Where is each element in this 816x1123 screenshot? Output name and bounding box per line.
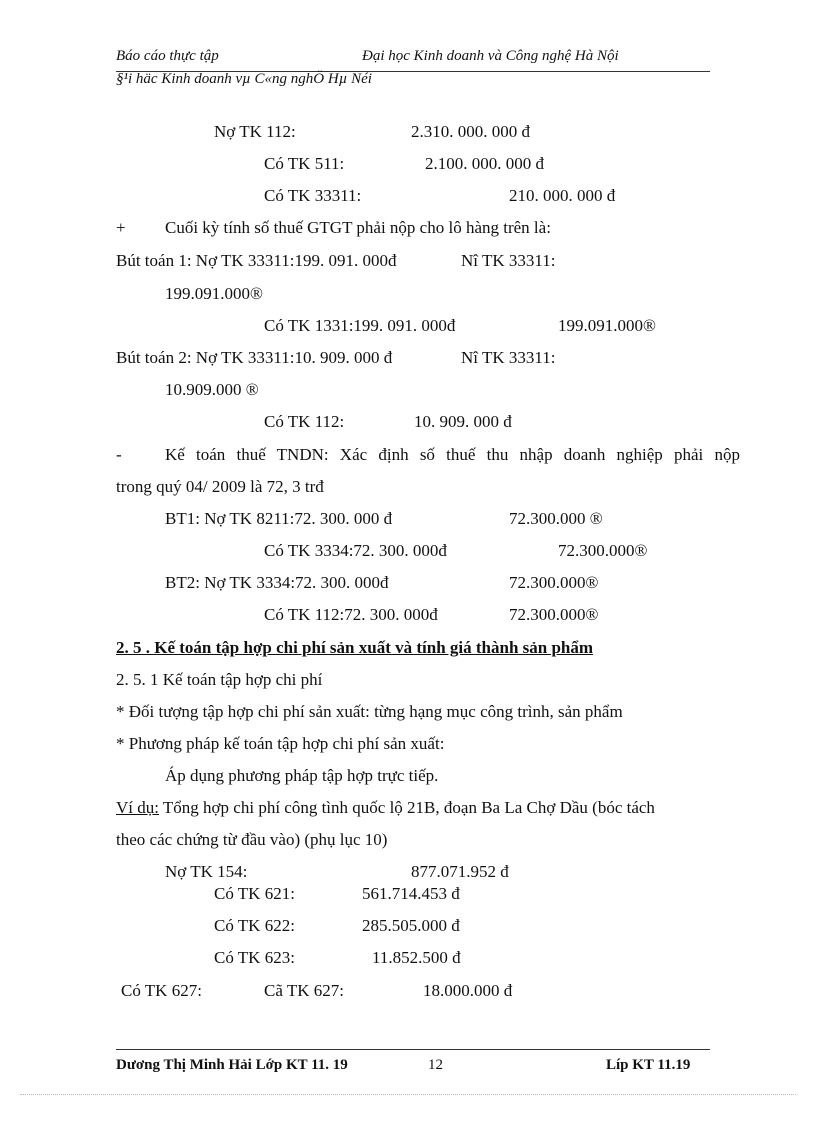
co623-label: Có TK 623: [214, 948, 295, 967]
header-left: Báo cáo thực tập [116, 48, 219, 64]
bt1-label: Bút toán 1: Nợ TK 33311:199. 091. 000đ [116, 251, 397, 270]
section-method: * Phương pháp kế toán tập hợp chi phí sản xuất: [116, 734, 445, 753]
plus-text: Cuối kỳ tính số thuế GTGT phải nộp cho lô hàng trên là: [165, 218, 551, 237]
tndn-bt2-label: BT2: Nợ TK 3334:72. 300. 000đ [165, 573, 389, 592]
bt1-co-label: Có TK 1331:199. 091. 000đ [264, 316, 456, 335]
section-apply: Áp dụng phương pháp tập hợp trực tiếp. [165, 766, 439, 785]
co627-label: Có TK 627: [121, 981, 202, 1000]
bt2-co-value: 10. 909. 000 đ [414, 412, 512, 431]
example-label: Ví dụ: [116, 798, 159, 817]
dash-bullet: - [116, 445, 122, 464]
section-sub: 2. 5. 1 Kế toán tập hợp chi phí [116, 670, 323, 689]
example-text: Tổng hợp chi phí công tình quốc lộ 21B, đoạn Ba La Chợ Dầu (bóc tách [158, 798, 655, 817]
footer-right: Líp KT 11.19 [606, 1057, 691, 1073]
tndn-bt1-label: BT1: Nợ TK 8211:72. 300. 000 đ [165, 509, 393, 528]
co627-garbled: Cã TK 627: [264, 981, 344, 1000]
tndn-bt1-co-label: Có TK 3334:72. 300. 000đ [264, 541, 447, 560]
example-text-2: theo các chứng từ đầu vào) (phụ lục 10) [116, 830, 388, 849]
bt2-amount: 10.909.000 ® [165, 380, 259, 399]
co621-value: 561.714.453 đ [362, 884, 460, 903]
co622-value: 285.505.000 đ [362, 916, 460, 935]
tndn-text-2: trong quý 04/ 2009 là 72, 3 trđ [116, 477, 324, 496]
co33311-label: Có TK 33311: [264, 186, 362, 205]
no112-value: 2.310. 000. 000 đ [411, 122, 530, 141]
tndn-text: Kế toán thuế TNDN: Xác định số thuế thu nhập doanh nghiệp phải nộp [165, 445, 740, 464]
footer-rule [116, 1049, 710, 1050]
page-bottom-divider [20, 1094, 796, 1095]
bt1-amount: 199.091.000® [165, 284, 263, 303]
co33311-value: 210. 000. 000 đ [509, 186, 616, 205]
section-object: * Đối tượng tập hợp chi phí sản xuất: từng hạng mục công trình, sản phẩm [116, 702, 623, 721]
tndn-bt2-co-label: Có TK 112:72. 300. 000đ [264, 605, 438, 624]
no154-value: 877.071.952 đ [411, 862, 509, 881]
co627-value: 18.000.000 đ [423, 981, 513, 1000]
section-heading: 2. 5 . Kế toán tập hợp chi phí sản xuất và tính giá thành sản phẩm [116, 638, 594, 657]
footer-left: Dương Thị Minh Hải Lớp KT 11. 19 [116, 1057, 348, 1073]
co511-label: Có TK 511: [264, 154, 345, 173]
tndn-bt2-co-amount: 72.300.000® [509, 605, 599, 624]
page-number: 12 [428, 1057, 443, 1073]
bt2-co-label: Có TK 112: [264, 412, 345, 431]
co621-label: Có TK 621: [214, 884, 295, 903]
example-paragraph [116, 798, 740, 818]
no112-label: Nợ TK 112: [214, 122, 296, 141]
bt1-co-amount: 199.091.000® [558, 316, 656, 335]
plus-bullet: + [116, 218, 126, 237]
co623-value: 11.852.500 đ [372, 948, 461, 967]
co622-label: Có TK 622: [214, 916, 295, 935]
tndn-bt2-amount: 72.300.000® [509, 573, 599, 592]
header-garbled: §¹i häc Kinh doanh vµ C«ng nghÖ Hµ Néi [116, 71, 372, 87]
no154-label: Nợ TK 154: [165, 862, 248, 881]
tndn-bt1-amount: 72.300.000 ® [509, 509, 603, 528]
co511-value: 2.100. 000. 000 đ [425, 154, 544, 173]
header-right: Đại học Kinh doanh và Công nghệ Hà Nội [362, 48, 619, 64]
bt2-garbled: Nî TK 33311: [461, 348, 556, 367]
bt2-label: Bút toán 2: Nợ TK 33311:10. 909. 000 đ [116, 348, 393, 367]
bt1-garbled: Nî TK 33311: [461, 251, 556, 270]
tndn-bt1-co-amount: 72.300.000® [558, 541, 648, 560]
